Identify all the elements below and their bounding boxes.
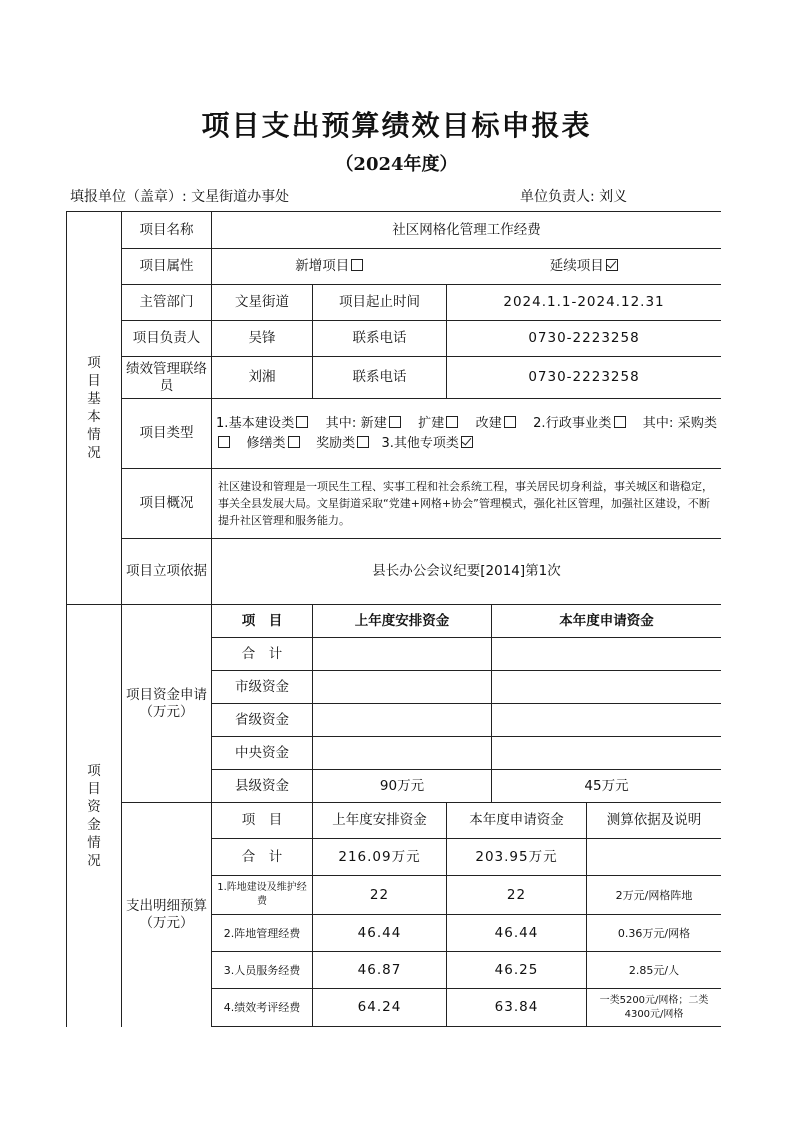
detail-row-label: 1.阵地建设及维护经费 <box>212 876 313 915</box>
perf-contact-value: 刘湘 <box>212 357 313 399</box>
detail-header-item: 项 目 <box>212 803 313 839</box>
detail-header-curr: 本年度申请资金 <box>447 803 587 839</box>
checkbox-empty-icon <box>446 416 458 428</box>
fund-row-prev <box>313 671 492 704</box>
fund-row-prev: 90万元 <box>313 770 492 803</box>
owner-label: 项目负责人 <box>122 321 212 357</box>
checkbox-empty-icon <box>288 436 300 448</box>
checkbox-checked-icon <box>606 259 618 271</box>
detail-row-curr: 22 <box>447 876 587 915</box>
dept-label: 主管部门 <box>122 285 212 321</box>
fund-row-prev <box>313 638 492 671</box>
fund-row-label: 合 计 <box>212 638 313 671</box>
fund-row-curr <box>492 737 722 770</box>
perf-phone-value: 0730-2223258 <box>447 357 722 399</box>
fund-header-item: 项 目 <box>212 605 313 638</box>
period-value: 2024.1.1-2024.12.31 <box>447 285 722 321</box>
type-infra: 1.基本建设类 <box>216 415 295 431</box>
checkbox-checked-icon <box>461 436 473 448</box>
funds-section-label: 项目资金情况 <box>67 605 122 1027</box>
type-other: 3.其他专项类 <box>381 435 459 451</box>
detail-row-label: 3.人员服务经费 <box>212 952 313 989</box>
checkbox-empty-icon <box>389 416 401 428</box>
fund-row-prev <box>313 704 492 737</box>
fund-row-curr <box>492 671 722 704</box>
project-name-value: 社区网格化管理工作经费 <box>212 212 722 249</box>
type-admin-purchase: 其中: 采购类 <box>642 415 718 431</box>
perf-phone-label: 联系电话 <box>313 357 447 399</box>
owner-phone-label: 联系电话 <box>313 321 447 357</box>
fund-apply-label: 项目资金申请（万元） <box>122 605 212 803</box>
detail-row-note: 一类5200元/网格；二类4300元/网格 <box>587 989 722 1027</box>
basis-value: 县长办公会议纪要[2014]第1次 <box>212 539 722 605</box>
checkbox-empty-icon <box>218 436 230 448</box>
fund-row-curr <box>492 704 722 737</box>
detail-row-prev: 22 <box>313 876 447 915</box>
checkbox-empty-icon <box>357 436 369 448</box>
type-admin: 2.行政事业类 <box>533 415 612 431</box>
fund-header-prev: 上年度安排资金 <box>313 605 492 638</box>
type-label: 项目类型 <box>122 399 212 469</box>
person-label: 单位负责人: <box>520 189 595 205</box>
detail-row-label: 4.绩效考评经费 <box>212 989 313 1027</box>
detail-row-note <box>587 839 722 876</box>
detail-row-note: 0.36万元/网格 <box>587 915 722 952</box>
unit-value: 文星街道办事处 <box>191 189 290 205</box>
overview-label: 项目概况 <box>122 469 212 539</box>
type-infra-new: 其中: 新建 <box>325 415 387 431</box>
form-year: （2024年度） <box>335 154 458 175</box>
detail-row-prev: 46.87 <box>313 952 447 989</box>
detail-row-curr: 46.44 <box>447 915 587 952</box>
checkbox-empty-icon <box>296 416 308 428</box>
detail-row-curr: 63.84 <box>447 989 587 1027</box>
detail-header-prev: 上年度安排资金 <box>313 803 447 839</box>
checkbox-empty-icon <box>614 416 626 428</box>
person-line <box>520 186 627 206</box>
detail-row-prev: 64.24 <box>313 989 447 1027</box>
unit-label: 填报单位（盖章）: <box>70 189 187 205</box>
project-type-options <box>212 399 722 469</box>
detail-row-prev: 46.44 <box>313 915 447 952</box>
detail-row-label: 2.阵地管理经费 <box>212 915 313 952</box>
checkbox-empty-icon <box>504 416 516 428</box>
fund-row-prev <box>313 737 492 770</box>
fund-row-curr <box>492 638 722 671</box>
person-value: 刘义 <box>599 189 628 205</box>
detail-row-note: 2.85元/人 <box>587 952 722 989</box>
form-frame <box>66 211 721 1122</box>
type-admin-repair: 修缮类 <box>246 435 286 451</box>
fund-row-label: 中央资金 <box>212 737 313 770</box>
type-infra-rebuild: 改建 <box>475 415 502 431</box>
project-attr-label: 项目属性 <box>122 249 212 285</box>
basis-label: 项目立项依据 <box>122 539 212 605</box>
period-label: 项目起止时间 <box>313 285 447 321</box>
fund-row-label: 县级资金 <box>212 770 313 803</box>
perf-contact-label: 绩效管理联络员 <box>122 357 212 399</box>
detail-row-note: 2万元/网格阵地 <box>587 876 722 915</box>
type-admin-award: 奖励类 <box>316 435 356 451</box>
project-name-label: 项目名称 <box>122 212 212 249</box>
checkbox-empty-icon <box>351 259 363 271</box>
owner-phone-value: 0730-2223258 <box>447 321 722 357</box>
fund-row-label: 市级资金 <box>212 671 313 704</box>
detail-row-curr: 46.25 <box>447 952 587 989</box>
basic-section-label: 项目基本情况 <box>67 212 122 605</box>
detail-row-label: 合 计 <box>212 839 313 876</box>
fund-row-curr: 45万元 <box>492 770 722 803</box>
detail-row-curr: 203.95万元 <box>447 839 587 876</box>
detail-row-prev: 216.09万元 <box>313 839 447 876</box>
type-infra-expand: 扩建 <box>418 415 445 431</box>
unit-line <box>70 186 289 206</box>
budget-form-table <box>66 211 721 1027</box>
overview-text: 社区建设和管理是一项民生工程、实事工程和社会系统工程，事关居民切身利益，事关城区和谐稳定，事关全县发展大局。文星街道采取“党建+网格+协会”管理模式，强化社区管理，加强社区建设，不断提升社区管理和服务能力。 <box>212 469 722 539</box>
attr-new-option: 新增项目 <box>212 249 447 285</box>
detail-budget-label: 支出明细预算（万元） <box>122 803 212 1027</box>
dept-value: 文星街道 <box>212 285 313 321</box>
fund-header-curr: 本年度申请资金 <box>492 605 722 638</box>
attr-continue-option: 延续项目 <box>447 249 722 285</box>
owner-value: 吴锋 <box>212 321 313 357</box>
fund-row-label: 省级资金 <box>212 704 313 737</box>
detail-header-note: 测算依据及说明 <box>587 803 722 839</box>
form-title: 项目支出预算绩效目标申报表 <box>201 109 592 142</box>
